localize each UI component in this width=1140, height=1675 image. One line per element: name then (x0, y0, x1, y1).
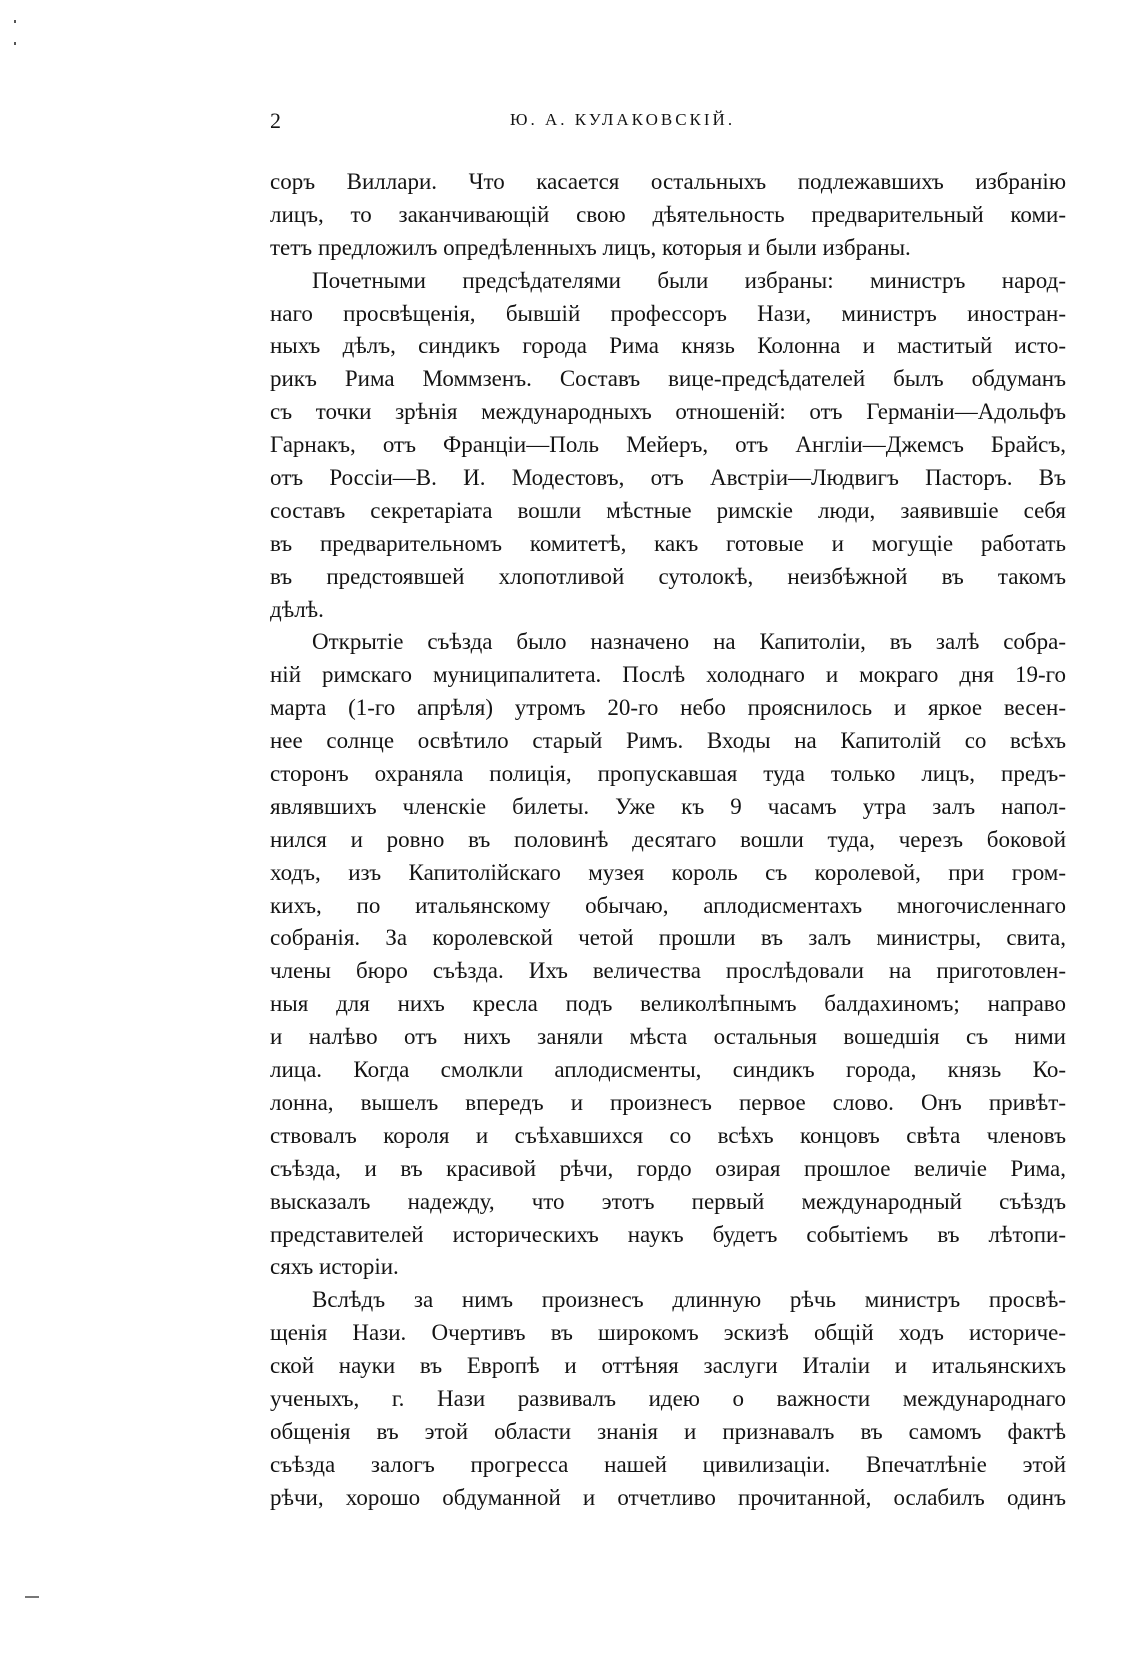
text-line: рикъ Рима Моммзенъ. Составъ вице-предсѣдателей былъ обдуманъ (270, 366, 1066, 392)
text-line: марта (1-го апрѣля) утромъ 20-го небо прояснилось и яркое весен- (270, 695, 1066, 721)
text-line: являвшихъ членскіе билеты. Уже къ 9 часамъ утра залъ напол- (270, 793, 1066, 819)
document-page (270, 108, 1066, 1510)
text-line: сторонъ охраняла полиція, пропускавшая туда только лицъ, предъ- (270, 761, 1066, 787)
margin-specks (12, 20, 18, 60)
speck-mark (14, 42, 16, 45)
margin-dash (25, 1596, 39, 1598)
text-line: тетъ предложилъ опредѣленныхъ лицъ, которыя и были избраны. (270, 234, 911, 260)
text-line: Гарнакъ, отъ Франціи—Поль Мейеръ, отъ Англіи—Джемсъ Брайсъ, (270, 432, 1066, 458)
text-line: нился и ровно въ половинѣ десятаго вошли туда, черезъ боковой (270, 826, 1066, 852)
text-line: собранія. За королевской четой прошли въ залъ министры, свита, (270, 925, 1066, 951)
text-line: лица. Когда смолкли аплодисменты, синдикъ города, князь Ко- (270, 1057, 1066, 1083)
text-line: лонна, вышелъ впередъ и произнесъ первое слово. Онъ привѣт- (270, 1089, 1066, 1115)
body-text (270, 166, 1066, 1515)
text-line: съѣзда, и въ красивой рѣчи, гордо озирая прошлое величіе Рима, (270, 1155, 1066, 1181)
text-line: съ точки зрѣнія международныхъ отношеній: отъ Германіи—Адольфъ (270, 399, 1066, 425)
text-line: ской науки въ Европѣ и оттѣняя заслуги Италіи и итальянскихъ (270, 1353, 1066, 1379)
text-line: щенія Нази. Очертивъ въ широкомъ эскизѣ общій ходъ историче- (270, 1320, 1066, 1346)
text-line: съѣзда залогъ прогресса нашей цивилизаціи. Впечатлѣніе этой (270, 1451, 1066, 1477)
text-line: Открытіе съѣзда было назначено на Капитоліи, въ залѣ собра- (312, 629, 1066, 655)
text-line: соръ Виллари. Что касается остальныхъ подлежавшихъ избранію (270, 169, 1066, 194)
text-line: сяхъ исторіи. (270, 1254, 399, 1280)
text-line: ходъ, изъ Капитолійскаго музея король съ королевой, при гром- (270, 859, 1066, 885)
text-line: высказалъ надежду, что этотъ первый международный съѣздъ (270, 1188, 1066, 1214)
running-head: Ю. А. КУЛАКОВСКІЙ. (510, 110, 736, 129)
text-line: въ предварительномъ комитетѣ, какъ готовые и могущіе работать (270, 530, 1066, 556)
text-line: отъ Россіи—В. И. Модестовъ, отъ Австріи—Людвигъ Пасторъ. Въ (270, 465, 1066, 491)
speck-mark (14, 20, 16, 23)
text-line: наго просвѣщенія, бывшій профессоръ Нази, министръ иностран- (270, 300, 1066, 326)
text-line: и налѣво отъ нихъ заняли мѣста остальныя вошедшія съ ними (270, 1024, 1066, 1050)
text-line: общенія въ этой области знанія и признавалъ въ самомъ фактѣ (270, 1418, 1066, 1444)
text-line: лицъ, то заканчивающій свою дѣятельность предварительный коми- (270, 201, 1066, 227)
text-line: составъ секретаріата вошли мѣстные римскіе люди, заявившіе себя (270, 497, 1066, 523)
page-number: 2 (270, 108, 281, 133)
text-line: Вслѣдъ за нимъ произнесъ длинную рѣчь министръ просвѣ- (312, 1287, 1066, 1313)
text-line: ній римскаго муниципалитета. Послѣ холоднаго и мокраго дня 19-го (270, 662, 1066, 688)
text-line: нее солнце освѣтило старый Римъ. Входы на Капитолій со всѣхъ (270, 728, 1066, 754)
text-line: представителей историческихъ наукъ будетъ событіемъ въ лѣтопи- (270, 1221, 1066, 1247)
text-line: дѣлѣ. (270, 596, 324, 622)
text-line: въ предстоявшей хлопотливой сутолокѣ, неизбѣжной въ такомъ (270, 563, 1066, 589)
text-line: ученыхъ, г. Нази развивалъ идею о важности международнаго (270, 1385, 1066, 1411)
text-line: Почетными предсѣдателями были избраны: министръ народ- (312, 267, 1066, 293)
page-header (270, 108, 1066, 144)
text-line: члены бюро съѣзда. Ихъ величества прослѣдовали на приготовлен- (270, 958, 1066, 984)
text-line: ныхъ дѣлъ, синдикъ города Рима князь Колонна и маститый исто- (270, 333, 1066, 359)
text-line: рѣчи, хорошо обдуманной и отчетливо прочитанной, ослабилъ одинъ (270, 1484, 1066, 1510)
text-line: ныя для нихъ кресла подъ великолѣпнымъ балдахиномъ; направо (270, 991, 1066, 1017)
text-line: ствовалъ короля и съѣхавшихся со всѣхъ концовъ свѣта членовъ (270, 1122, 1066, 1148)
text-line: кихъ, по итальянскому обычаю, аплодисментахъ многочисленнаго (270, 892, 1066, 918)
